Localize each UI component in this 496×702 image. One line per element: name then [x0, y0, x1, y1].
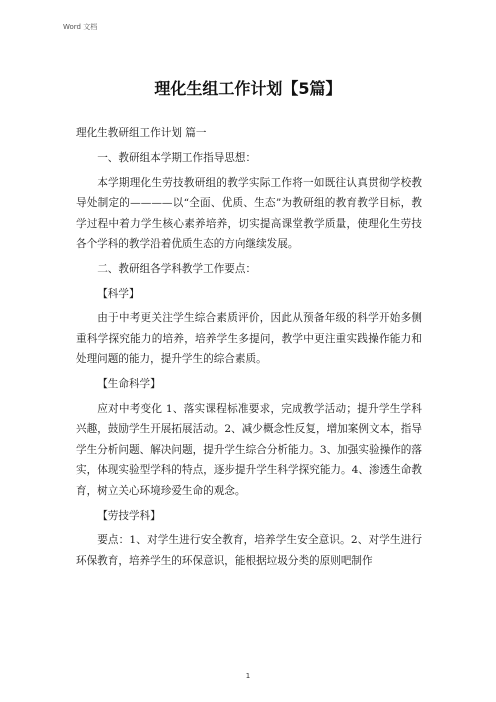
paragraph: 要点：1、对学生进行安全教育，培养学生安全意识。2、对学生进行环保教育，培养学生的环保意识，能根据垃圾分类的原则吧制作: [76, 534, 422, 567]
subject-heading-life-science: 【生命科学】: [97, 378, 161, 391]
section-heading: 理化生教研组工作计划 篇一: [76, 127, 207, 139]
paragraph-heading: 一、教研组本学期工作指导思想：: [97, 152, 257, 165]
document-header-label: Word 文档: [63, 23, 98, 31]
document-body: [76, 123, 422, 576]
page-title: 理化生组工作计划【5篇】: [154, 79, 342, 98]
paragraph-heading: 二、教研组各学科教学工作要点：: [97, 263, 257, 276]
paragraph: 应对中考变化 1、落实课程标准要求，完成教学活动；提升学生学科兴趣，鼓励学生开展拓展活动。2、减少概念性反复，增加案例文本，指导学生分析问题、解决问题，提升学生综合分析能力。3、加强实验操作的落实，体现实验型学科的特点，逐步提升学生科学探究能力。4、渗透生命教育，树立关心环境珍爱生命的观念。: [76, 402, 422, 497]
subject-heading-labor-tech: 【劳技学科】: [97, 509, 161, 522]
subject-heading-science: 【科学】: [97, 287, 140, 300]
page-number: 1: [245, 672, 251, 680]
paragraph: 本学期理化生劳技教研组的教学实际工作将一如既往认真贯彻学校教导处制定的————以“全面、优质、生态”为教研组的教育教学目标，教学过程中着力学生核心素养培养，切实提高课堂教学质量，使理化生劳技各个学科的教学沿着优质生态的方向继续发展。: [76, 176, 422, 251]
paragraph: 由于中考更关注学生综合素质评价，因此从预备年级的科学开始多侧重科学探究能力的培养，培养学生多提问，教学中更注重实践操作能力和处理问题的能力，提升学生的综合素质。: [76, 312, 422, 366]
